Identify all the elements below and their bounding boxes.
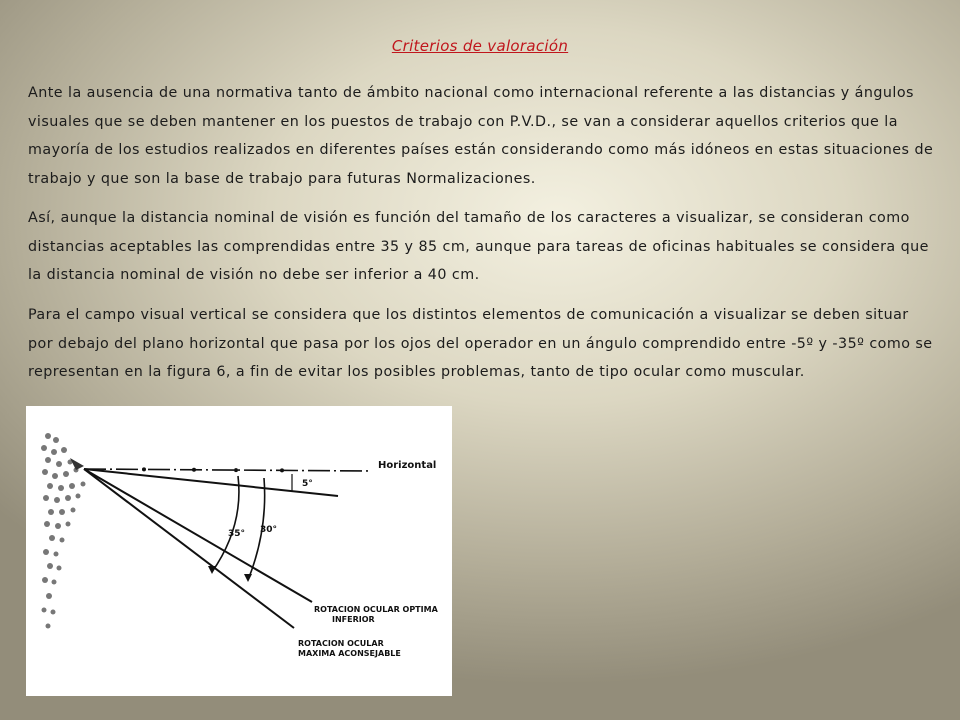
max-label-line1: ROTACION OCULAR bbox=[298, 639, 384, 648]
angle-35-label: 35° bbox=[228, 529, 246, 539]
horizontal-line bbox=[84, 469, 370, 471]
paragraph-intro: Ante la ausencia de una normativa tanto de ámbito nacional como internacional referente a las distancias y ángulos visuales que se deben mantener en los puestos de trabajo con P.V.D., se van a considerar aquellos criterios que la mayoría de los estudios realizados en diferentes países están considerando como más idóneos en estas situaciones de trabajo y que son la base de trabajo para futuras Normalizaciones. bbox=[28, 85, 934, 187]
angle-5-label: 5° bbox=[302, 479, 313, 489]
head-profile bbox=[41, 433, 86, 629]
eye-icon bbox=[70, 458, 84, 470]
optimal-label-line1: ROTACION OCULAR OPTIMA bbox=[314, 605, 438, 614]
paragraph-distance: Así, aunque la distancia nominal de visión es función del tamaño de los caracteres a visualizar, se consideran como distancias aceptables las comprendidas entre 35 y 85 cm, aunque para tareas de oficinas habituales se considera que la distancia nominal de visión no debe ser inferior a 40 cm. bbox=[28, 210, 929, 283]
line-max-rotation bbox=[84, 469, 294, 628]
page-title: Criterios de valoración bbox=[391, 37, 569, 55]
angle-30-label: 30° bbox=[260, 525, 278, 535]
visual-angle-figure bbox=[26, 406, 452, 696]
paragraph-visual-field: Para el campo visual vertical se considera que los distintos elementos de comunicación a visualizar se deben situar por debajo del plano horizontal que pasa por los ojos del operador en un ángulo comprendido entre -5º y -35º como se representan en la figura 6, a fin de evitar los posibles problemas, tanto de tipo ocular como muscular. bbox=[28, 307, 933, 380]
optimal-label-line2: INFERIOR bbox=[332, 615, 375, 624]
visual-angle-diagram bbox=[26, 406, 452, 696]
max-label-line2: MAXIMA ACONSEJABLE bbox=[298, 649, 401, 658]
horizontal-label: Horizontal bbox=[378, 460, 437, 471]
